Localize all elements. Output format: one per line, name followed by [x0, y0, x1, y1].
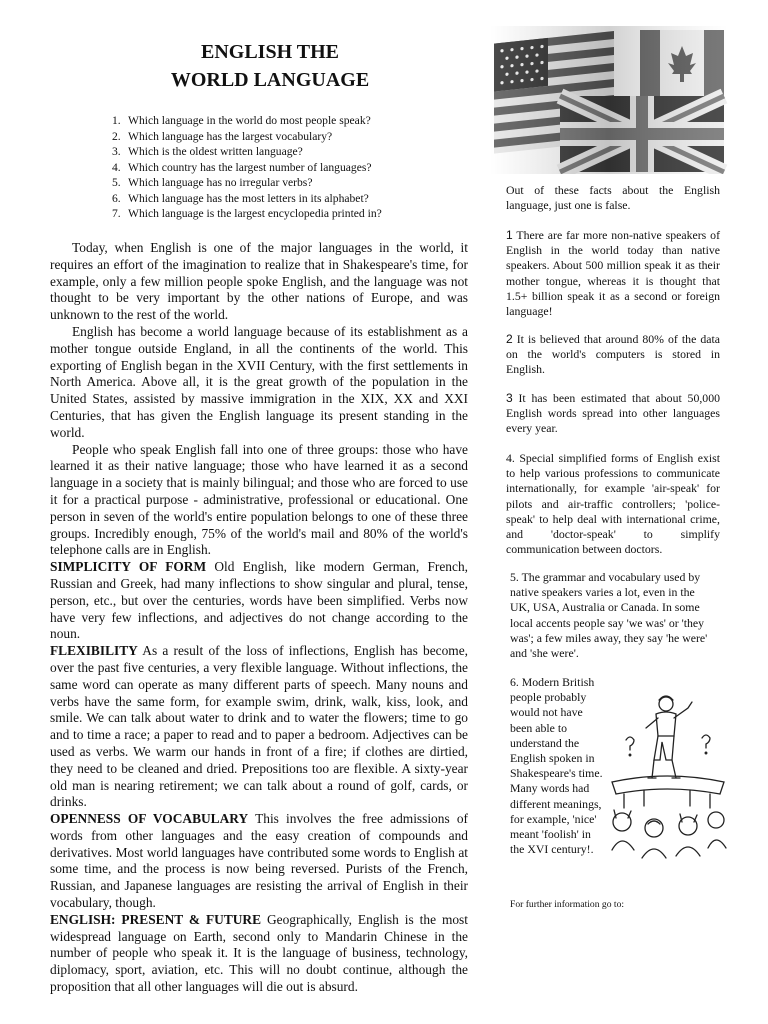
shakespeare-cartoon — [604, 690, 730, 866]
fact-number: 3 — [506, 391, 513, 405]
section-heading: ENGLISH: PRESENT & FUTURE — [50, 911, 262, 927]
fact-2: 2 It is believed that around 80% of the data on the world's computers is stored in English. — [506, 332, 720, 377]
section-heading: FLEXIBILITY — [50, 643, 138, 659]
question-item: 3. Which is the oldest written language? — [112, 145, 303, 158]
title-line-1: ENGLISH THE — [200, 41, 340, 63]
section-heading: OPENNESS OF VOCABULARY — [50, 811, 249, 827]
fact-6: 6. Modern British people probably would not have been able to understand the English spoken in Shakespeare's time. Many words had different meanings, for example, 'nice' meant 'foolish' in the XVI century!. — [510, 675, 603, 857]
paragraph-world-language: English has become a world language because of its establishment as a mother tongue outside England, in all the continents of the world. This exporting of English began in the XVII Century, with the first settlements in North America. Above all, it is the great growth of the population in the United States, assisted by massive immigration in the XIX, XX and XXI Centuries, that has given the English language its present standing in the world. — [50, 323, 468, 440]
paragraph-intro: Today, when English is one of the major languages in the world, it requires an effort of the imagination to realize that in Shakespeare's time, for example, only a few million people spoke English, and the language was not thought to be very important by the other nations of Europe, and was unknown to the rest of the world. — [50, 240, 468, 323]
question-item: 6. Which language has the most letters in its alphabet? — [112, 191, 369, 205]
section-openness: OPENNESS OF VOCABULARY This involves the free admissions of words from other languages and the easy creation of compounds and derivatives. Most world languages have contributed some words to English at some time, and the process is now being reversed. Purists of the French, Russian, and Japanese languages are resisting the arrival of English in their vocabulary, though. — [50, 811, 468, 911]
question-item: 2. Which language has the largest vocabulary? — [112, 129, 333, 143]
facts-intro: Out of these facts about the English language, just one is false. — [506, 183, 720, 213]
fact-number: 1 — [506, 228, 513, 242]
section-future: ENGLISH: PRESENT & FUTURE Geographically, English is the most widespread language on Earth, second only to Mandarin Chinese in the number of people who speak it. It is the language of business, technology, diplomacy, sport, aviation, etc. This will no doubt continue, although the proposition that all other languages will die out is absurd. — [50, 911, 468, 995]
paragraph-speaker-groups: People who speak English fall into one of three groups: those who have learned it as their native language; those who have learned it as a second language in a society that is mainly bilingual; and those who are forced to use it for a practical purpose - administrative, professional or educational. One person in seven of the world's entire population belongs to one of these three groups. Incredibly enough, 75% of the world's mail and 80% of the world's telephone calls are in English. — [50, 441, 468, 558]
question-item: 7. Which language is the largest encyclopedia printed in? — [112, 207, 382, 220]
fact-4: 4. Special simplified forms of English exist to help various professions to communicate internationally, for example 'air-speak' for pilots and air-traffic controllers; 'police-speak' to help deal with international crime, and 'doctor-speak' to simplify communication between doctors. — [506, 451, 720, 557]
section-flexibility: FLEXIBILITY As a result of the loss of inflections, English has become, over the past five centuries, a very flexible language. Without inflections, the same word can operate as many different parts of speech. Many nouns and verbs have the same form, for example swim, drink, walk, kiss, look, and smile. We can talk about water to drink and to water the flowers; time to go and to time a race; a paper to read and to paper a bedroom. Adjectives can be used as verbs. We warm our hands in front of a fire; if clothes are dirtied, they need to be cleaned and dried. Prepositions too are flexible. A sixty-year old man is nearing retirement; we can talk about a round of golf, cards, or drinks. — [50, 643, 468, 810]
fact-number: 2 — [506, 332, 513, 346]
main-article — [50, 240, 468, 996]
section-heading: SIMPLICITY OF FORM — [50, 559, 207, 575]
question-item: 1. Which language in the world do most people speak? — [112, 114, 371, 127]
fact-3: 3 It has been estimated that about 50,000 English words spread into other languages every year. — [506, 391, 720, 436]
fact-1: 1 There are far more non-native speakers of English in the world today than native speakers. About 500 million speak it as their mother tongue, whereas it is thought that 1.5+ billion speak it as a second or foreign language! — [506, 228, 720, 319]
question-item: 5. Which language has no irregular verbs? — [112, 176, 313, 189]
title-line-2: WORLD LANGUAGE — [170, 69, 370, 91]
question-item: 4. Which country has the largest number of languages? — [112, 160, 372, 174]
footer-note: For further information go to: — [510, 899, 625, 910]
section-simplicity: SIMPLICITY OF FORM Old English, like modern German, French, Russian and Greek, had many inflections to show singular and plural, tense, person, etc., but over the centuries, words have been simplified. Verbs now have very few inflections, and adjectives do not change according to the noun. — [50, 559, 468, 642]
flags-illustration — [490, 26, 728, 174]
fact-5: 5. The grammar and vocabulary used by native speakers varies a lot, even in the UK, USA, Australia or Canada. In some local accents people say 'we was' or 'they was'; a few miles away, they say 'he were' and 'she were'. — [510, 570, 708, 661]
page-title — [70, 38, 470, 94]
question-list — [112, 113, 452, 222]
